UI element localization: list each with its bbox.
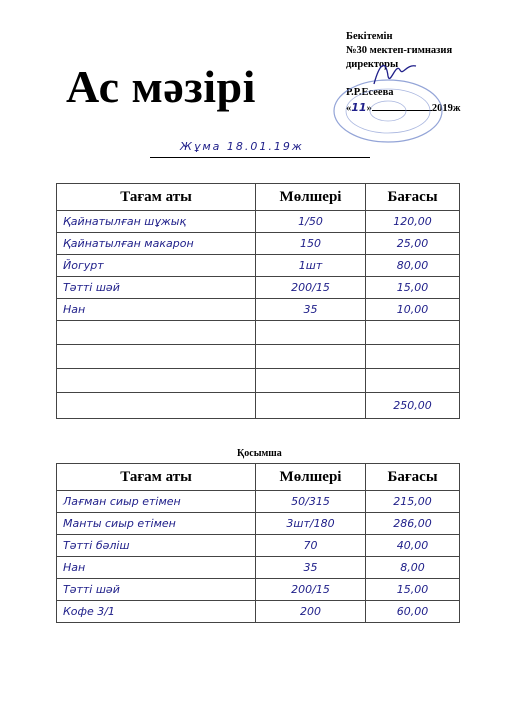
dish-name: Лағман сиыр етімен <box>57 491 256 513</box>
table-row <box>57 557 460 579</box>
dish-price: 40,00 <box>366 535 460 557</box>
table-row <box>57 513 460 535</box>
dish-name: Нан <box>57 557 256 579</box>
dish-price: 8,00 <box>366 557 460 579</box>
director-signature <box>370 56 420 90</box>
table-row <box>57 211 460 233</box>
dish-price: 120,00 <box>366 211 460 233</box>
dish-name: Тәтті шәй <box>57 579 256 601</box>
dish-price: 15,00 <box>366 277 460 299</box>
table-row <box>57 601 460 623</box>
dish-quantity: 1/50 <box>256 211 366 233</box>
total-row <box>57 393 460 419</box>
page-title: Ас мәзірі <box>66 61 256 112</box>
header-price: Бағасы <box>366 464 460 491</box>
empty-row <box>57 321 460 345</box>
approval-line-1: Бекітемін <box>346 31 393 42</box>
approval-line-2: №30 мектеп-гимназия <box>346 45 453 56</box>
dish-name: Нан <box>57 299 256 321</box>
dish-quantity: 70 <box>256 535 366 557</box>
dish-quantity: 150 <box>256 233 366 255</box>
dish-name: Тәтті шәй <box>57 277 256 299</box>
approval-date-close: » <box>366 103 372 114</box>
table-header-row <box>57 184 460 211</box>
dish-price: 286,00 <box>366 513 460 535</box>
dish-name: Тәтті бәліш <box>57 535 256 557</box>
table-row <box>57 535 460 557</box>
header-quantity: Мөлшері <box>256 184 366 211</box>
table-row <box>57 299 460 321</box>
header-dish-name: Тағам аты <box>57 464 256 491</box>
approval-year: 2019ж <box>431 103 461 114</box>
dish-name: Кофе 3/1 <box>57 601 256 623</box>
dish-name: Йогурт <box>57 255 256 277</box>
dish-quantity: 1шт <box>256 255 366 277</box>
dish-price: 215,00 <box>366 491 460 513</box>
dish-quantity: 200/15 <box>256 579 366 601</box>
table-row <box>57 255 460 277</box>
empty-row <box>57 369 460 393</box>
dish-quantity: 50/315 <box>256 491 366 513</box>
table-header-row <box>57 464 460 491</box>
dish-price: 60,00 <box>366 601 460 623</box>
dish-price: 25,00 <box>366 233 460 255</box>
approval-line-3: директоры <box>346 59 399 70</box>
approval-date-day: 11 <box>351 101 367 114</box>
table-row <box>57 233 460 255</box>
extra-menu-table <box>56 463 460 623</box>
dish-name: Қайнатылған макарон <box>57 233 256 255</box>
dish-quantity: 35 <box>256 557 366 579</box>
extra-menu-label: Қосымша <box>237 448 282 459</box>
dish-quantity: 3шт/180 <box>256 513 366 535</box>
dish-price: 15,00 <box>366 579 460 601</box>
header-price: Бағасы <box>366 184 460 211</box>
dish-quantity: 200 <box>256 601 366 623</box>
header-dish-name: Тағам аты <box>57 184 256 211</box>
main-total: 250,00 <box>366 393 460 419</box>
table-row <box>57 277 460 299</box>
main-menu-table <box>56 183 460 419</box>
menu-date: Жұма 18.01.19ж <box>180 140 304 153</box>
dish-name: Қайнатылған шұжық <box>57 211 256 233</box>
approval-date-open: « <box>346 103 352 114</box>
director-name: Р.Р.Есеева <box>346 87 394 98</box>
table-row <box>57 491 460 513</box>
dish-quantity: 35 <box>256 299 366 321</box>
dish-name: Манты сиыр етімен <box>57 513 256 535</box>
dish-price: 80,00 <box>366 255 460 277</box>
empty-row <box>57 345 460 369</box>
dish-quantity: 200/15 <box>256 277 366 299</box>
table-row <box>57 579 460 601</box>
header-quantity: Мөлшері <box>256 464 366 491</box>
dish-price: 10,00 <box>366 299 460 321</box>
